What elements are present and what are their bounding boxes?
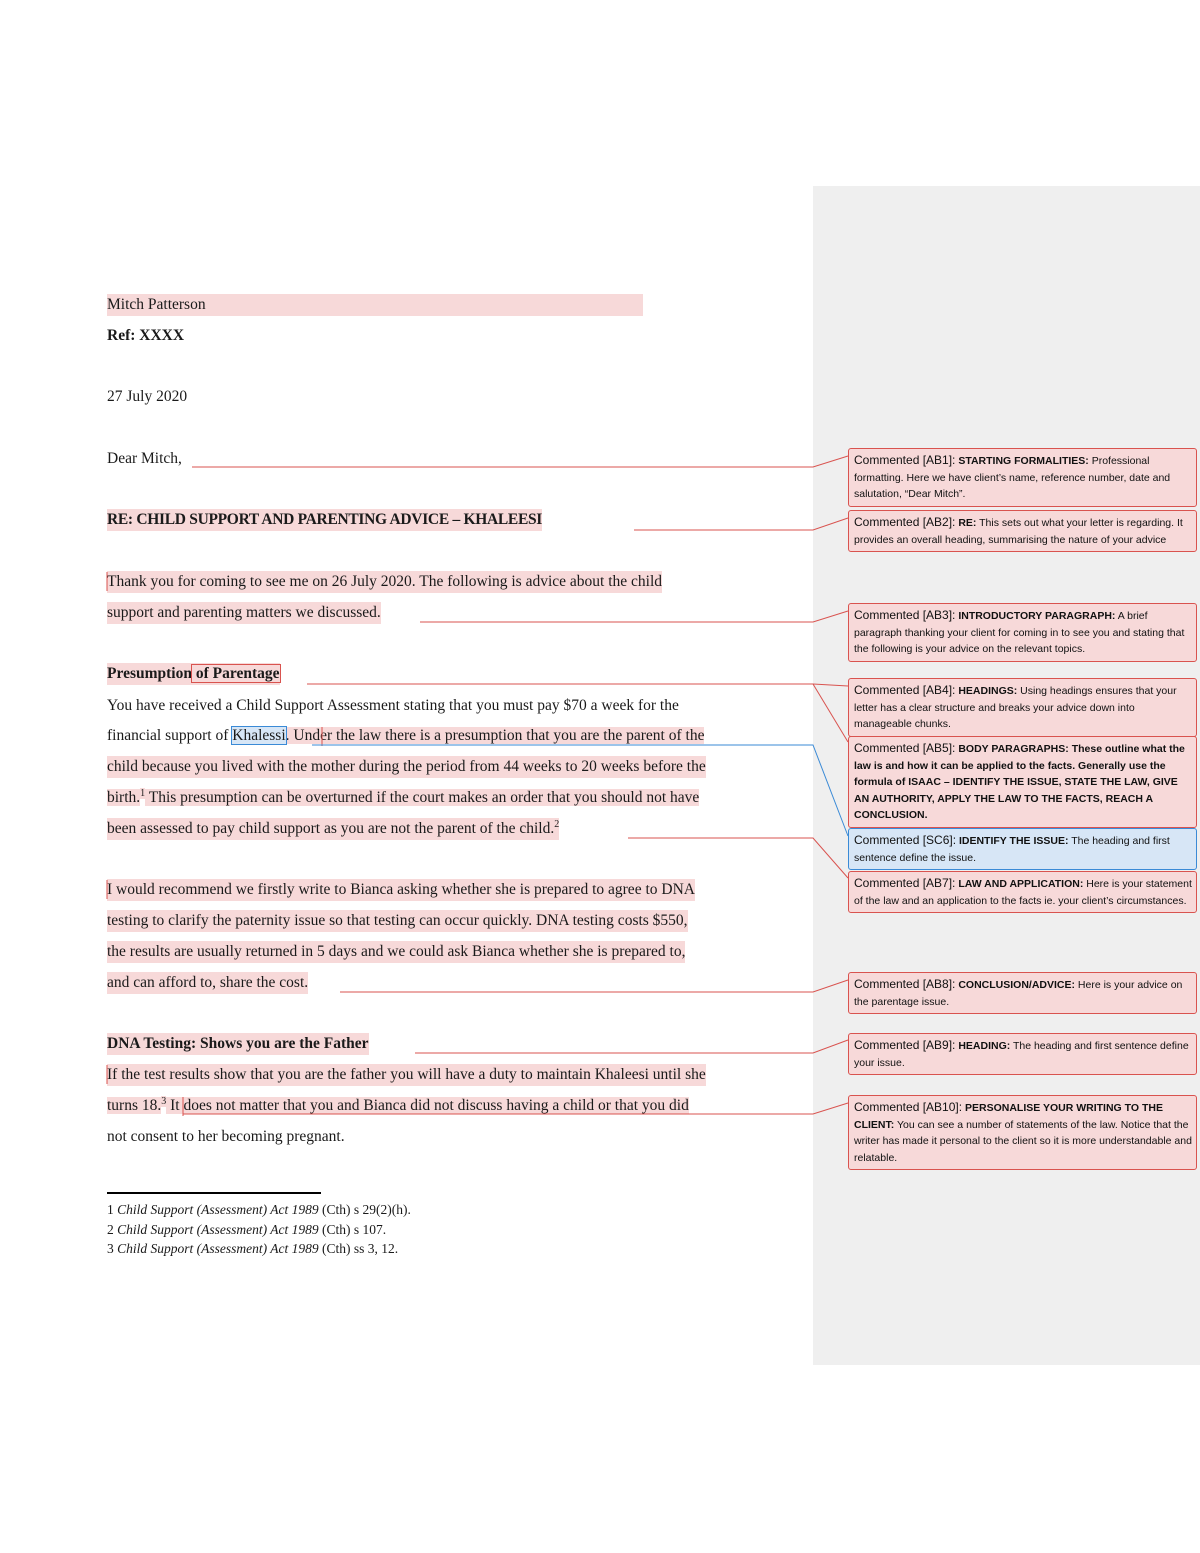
comment-ab8-tag: Commented [AB8]: — [854, 977, 956, 991]
para3-line-2-start: turns 18. — [107, 1097, 162, 1114]
footnote-1-number: 1 — [107, 1202, 114, 1217]
comment-ab4-tag: Commented [AB4]: — [854, 683, 956, 697]
comment-ab10-title: PERSONALISE YOUR WRITING TO THE CLIENT: — [854, 1102, 1163, 1131]
heading-presumption[interactable] — [107, 663, 280, 685]
salutation[interactable]: Dear Mitch, — [107, 450, 182, 467]
comment-ab7-title: LAW AND APPLICATION: — [958, 878, 1084, 890]
connector-ab1 — [192, 456, 848, 467]
para2-line-4[interactable]: and can afford to, share the cost. — [107, 972, 308, 994]
footnote-3-number: 3 — [107, 1241, 114, 1256]
comment-ab3-title: INTRODUCTORY PARAGRAPH: — [958, 610, 1116, 622]
heading-presumption-part-2: of Parentage — [191, 665, 280, 682]
footnote-2-citation: (Cth) s 107. — [318, 1222, 387, 1237]
letter-date[interactable]: 27 July 2020 — [107, 388, 188, 405]
para1-line-5-text: been assessed to pay child support as you are not the parent of the child. — [107, 820, 555, 837]
footnote-1-citation: (Cth) s 29(2)(h). — [318, 1202, 411, 1217]
comment-ab5-text: These outline what the law is and how it can be applied to the facts. Generally use the formula of ISAAC – IDENTIFY THE ISSUE, STATE THE LAW, GIVE AN AUTHORITY, APPLY THE LAW TO THE FACTS, REACH A CONCLUSION. — [854, 743, 1185, 821]
connector-ab8 — [340, 980, 848, 992]
comment-ab5[interactable] — [848, 736, 1197, 828]
comment-sc6-title: IDENTIFY THE ISSUE: — [958, 835, 1069, 847]
para1-line-2-start: financial support of — [107, 727, 233, 744]
comment-ab2-text: This sets out what your letter is regarding. It provides an overall heading, summarising the nature of your advice — [854, 517, 1183, 546]
comment-ab4[interactable] — [848, 678, 1197, 737]
footnote-3[interactable] — [107, 1240, 398, 1258]
re-heading[interactable]: RE: CHILD SUPPORT AND PARENTING ADVICE – KHALEESI — [107, 509, 542, 531]
para1-line-4[interactable] — [107, 787, 699, 809]
footnote-ref-3[interactable]: 3 — [161, 1095, 167, 1107]
comment-ab10-text: You can see a number of statements of the law. Notice that the writer has made it personal to the client so it is more understandable and relatable. — [854, 1118, 1192, 1164]
comment-ab1[interactable] — [848, 448, 1197, 507]
para1-line-2[interactable] — [107, 725, 704, 747]
connector-ab9 — [415, 1040, 848, 1053]
comment-ab5-title: BODY PARAGRAPHS: — [958, 743, 1069, 755]
intro-line-2[interactable]: support and parenting matters we discussed. — [107, 602, 381, 624]
comment-ab4-title: HEADINGS: — [958, 685, 1018, 697]
comment-ab2[interactable] — [848, 510, 1197, 552]
comment-sc6[interactable] — [848, 828, 1197, 870]
footnote-2-number: 2 — [107, 1222, 114, 1237]
footnote-3-act: Child Support (Assessment) Act 1989 — [117, 1241, 319, 1256]
comment-ab1-text: Professional formatting. Here we have client’s name, reference number, date and salutation, “Dear Mitch”. — [854, 455, 1171, 500]
comment-sc6-tag: Commented [SC6]: — [854, 833, 957, 847]
comment-ab5-tag: Commented [AB5]: — [854, 741, 956, 755]
reference-line[interactable]: Ref: XXXX — [107, 327, 185, 344]
comment-ab8-title: CONCLUSION/ADVICE: — [958, 979, 1075, 991]
footnote-ref-1[interactable]: 1 — [140, 787, 146, 799]
comment-ab10-tag: Commented [AB10]: — [854, 1100, 963, 1114]
comment-ab9-tag: Commented [AB9]: — [854, 1038, 956, 1052]
comment-ab7[interactable] — [848, 871, 1197, 913]
comment-ab9[interactable] — [848, 1033, 1197, 1075]
intro-line-1[interactable]: Thank you for coming to see me on 26 July 2020. The following is advice about the child — [107, 571, 662, 593]
recipient-name[interactable]: Mitch Patterson — [107, 294, 643, 316]
comment-ab9-text: The heading and first sentence define your issue. — [854, 1040, 1189, 1069]
footnote-separator — [107, 1192, 321, 1194]
comment-ab3-tag: Commented [AB3]: — [854, 608, 956, 622]
footnote-1[interactable] — [107, 1201, 411, 1219]
comment-ab4-text: Using headings ensures that your letter has a clear structure and breaks your advice down into manageable chunks. — [854, 685, 1177, 730]
comment-ab3[interactable] — [848, 603, 1197, 662]
comment-ab10[interactable] — [848, 1095, 1197, 1170]
para3-line-1[interactable]: If the test results show that you are the father you will have a duty to maintain Khaleesi until she — [107, 1064, 706, 1086]
comment-ab7-text: Here is your statement of the law and an application to the facts ie. your client’s circumstances. — [854, 878, 1192, 907]
heading-presumption-part-1: Presumption — [107, 665, 192, 682]
connector-ab4 — [307, 684, 848, 686]
footnote-2[interactable] — [107, 1221, 386, 1239]
para2-line-1[interactable]: I would recommend we firstly write to Bianca asking whether she is prepared to agree to DNA — [107, 879, 695, 901]
para1-line-3[interactable]: child because you lived with the mother during the period from 44 weeks to 20 weeks before the — [107, 756, 706, 778]
comment-ab7-tag: Commented [AB7]: — [854, 876, 956, 890]
footnote-1-act: Child Support (Assessment) Act 1989 — [117, 1202, 319, 1217]
para1-line-2-end: . Under the law there is a presumption that you are the parent of the — [285, 727, 705, 744]
comment-sc6-text: The heading and first sentence define the issue. — [854, 835, 1170, 864]
client-child-name[interactable]: Khalessi — [232, 727, 286, 744]
heading-dna-testing[interactable]: DNA Testing: Shows you are the Father — [107, 1033, 369, 1055]
footnote-2-act: Child Support (Assessment) Act 1989 — [117, 1222, 319, 1237]
comment-ab9-title: HEADING: — [958, 1040, 1011, 1052]
para3-line-2-end: It does not matter that you and Bianca did not discuss having a child or that you did — [166, 1097, 689, 1114]
para2-line-3[interactable]: the results are usually returned in 5 days and we could ask Bianca whether she is prepared to, — [107, 941, 685, 963]
para1-line-4-start: birth. — [107, 789, 141, 806]
comment-ab8-text: Here is your advice on the parentage issue. — [854, 979, 1183, 1008]
connector-ab3 — [420, 611, 848, 622]
para1-line-5[interactable] — [107, 818, 559, 840]
comment-ab1-tag: Commented [AB1]: — [854, 453, 956, 467]
para3-line-3[interactable]: not consent to her becoming pregnant. — [107, 1128, 345, 1145]
para1-line-4-end: This presumption can be overturned if the court makes an order that you should not have — [145, 789, 700, 806]
footnote-3-citation: (Cth) ss 3, 12. — [318, 1241, 399, 1256]
footnote-ref-2[interactable]: 2 — [554, 818, 560, 830]
para2-line-2[interactable]: testing to clarify the paternity issue so that testing can occur quickly. DNA testing costs $550, — [107, 910, 688, 932]
comment-ab1-title: STARTING FORMALITIES: — [958, 455, 1089, 467]
para1-line-1[interactable]: You have received a Child Support Assessment stating that you must pay $70 a week for the — [107, 697, 679, 714]
para3-line-2[interactable] — [107, 1095, 689, 1117]
comment-ab3-text: A brief paragraph thanking your client for coming in to see you and stating that the following is your advice on the relevant topics. — [854, 610, 1185, 655]
comment-ab2-tag: Commented [AB2]: — [854, 515, 956, 529]
comment-ab8[interactable] — [848, 972, 1197, 1014]
comment-ab2-title: RE: — [958, 517, 977, 529]
